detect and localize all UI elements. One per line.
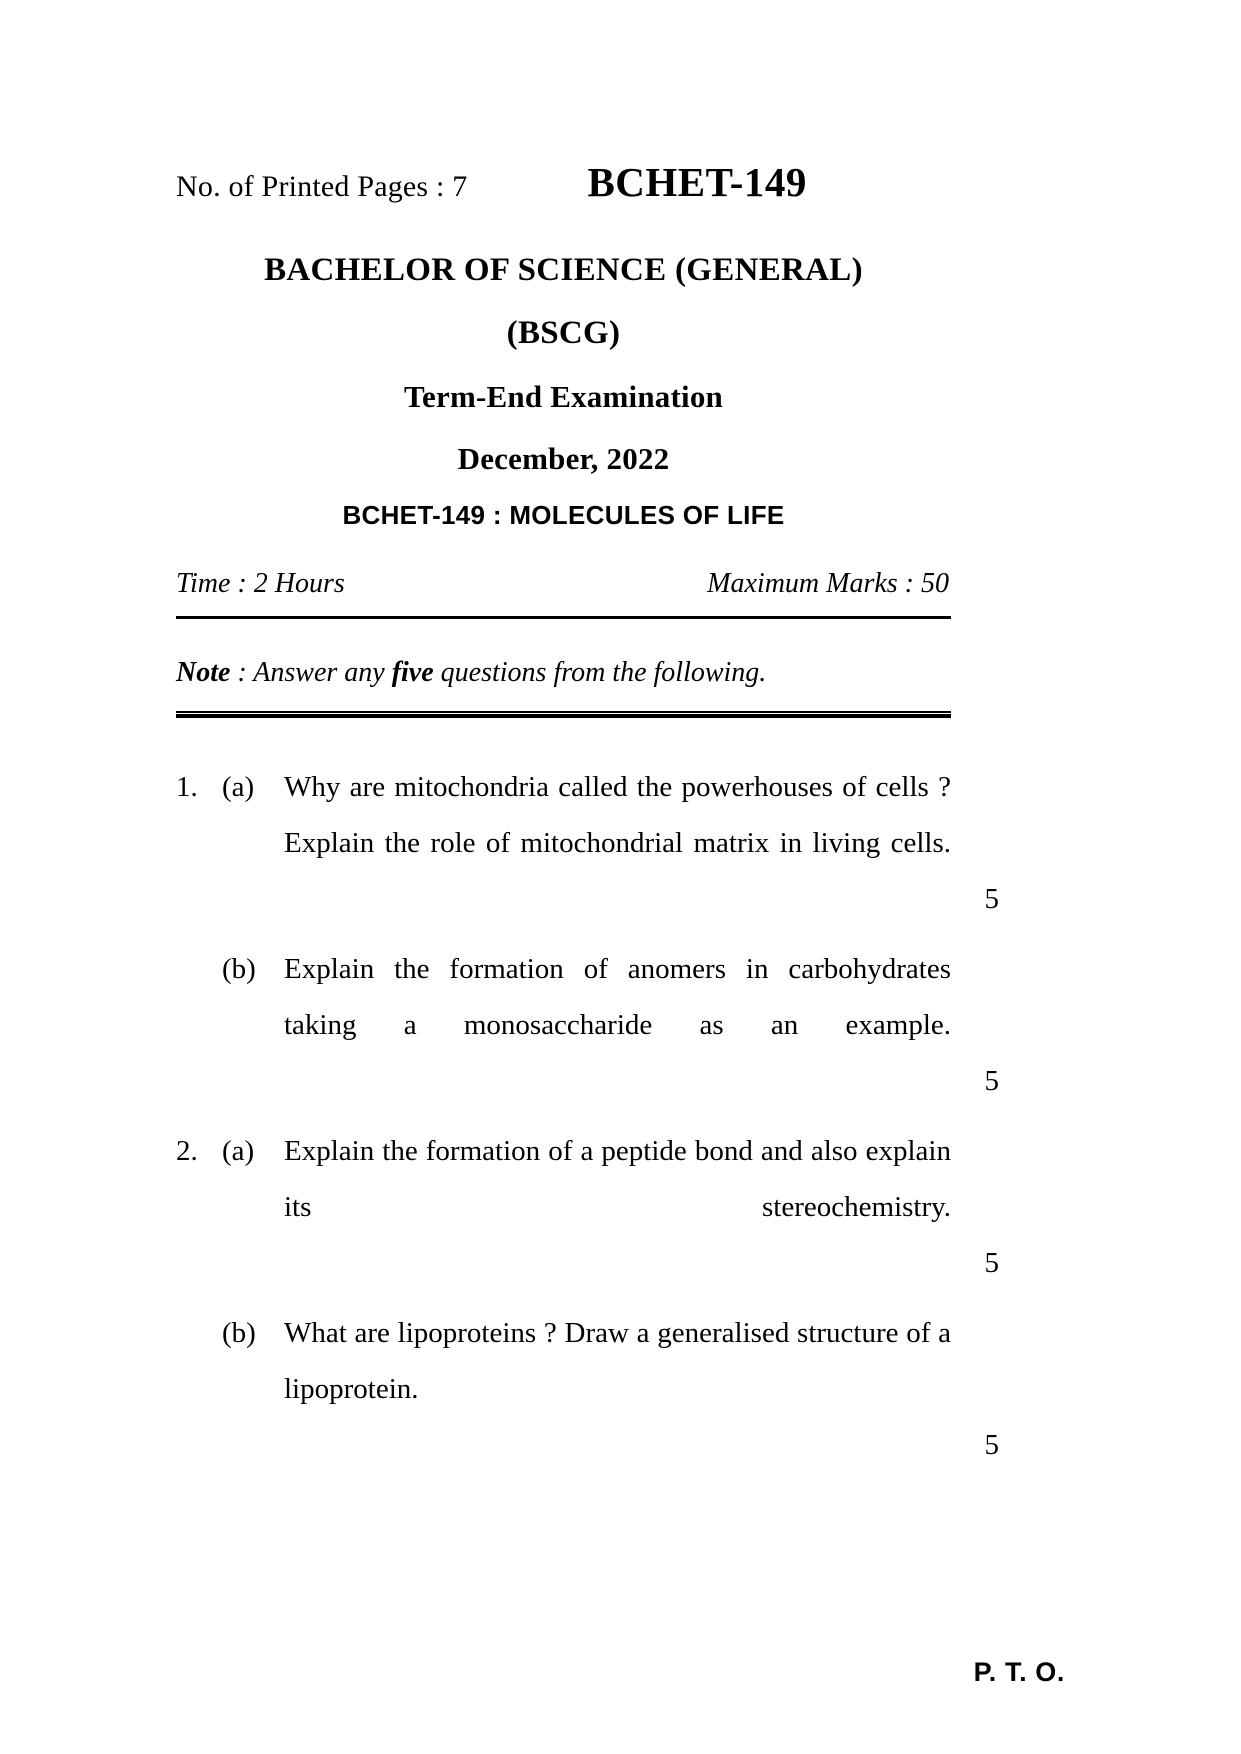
- question-text: Explain the formation of a peptide bond and also explain its stereochemistry.: [284, 1134, 951, 1223]
- course-code-heading: BCHET-149: [587, 159, 807, 205]
- question-marks: 5: [984, 882, 999, 915]
- subject-title: BCHET-149 : MOLECULES OF LIFE: [342, 500, 785, 530]
- question-group: [176, 1124, 999, 1474]
- question-number: 2.: [176, 1134, 198, 1167]
- question-body: [284, 1306, 999, 1474]
- note-text-after: questions from the following.: [433, 657, 767, 688]
- question-part: [176, 942, 999, 1110]
- note-instruction: [176, 657, 951, 689]
- page-turn-over-label: P. T. O.: [973, 1657, 1065, 1687]
- questions-list: [176, 760, 999, 1474]
- question-text: What are lipoproteins ? Draw a generalised structure of a lipoprotein.: [284, 1316, 951, 1405]
- question-number: 1.: [176, 771, 198, 803]
- programme-title: BACHELOR OF SCIENCE (GENERAL): [264, 252, 863, 288]
- question-part-letter: (a): [222, 771, 255, 803]
- examination-date: December, 2022: [457, 441, 670, 476]
- maximum-marks: Maximum Marks : 50: [707, 568, 949, 599]
- question-part-letter: (b): [222, 952, 256, 985]
- divider-rule-double: [176, 711, 951, 718]
- note-separator: :: [230, 657, 254, 688]
- question-part: [176, 1306, 999, 1474]
- question-marks: 5: [984, 1246, 999, 1279]
- question-part: [176, 760, 999, 928]
- page-header: [176, 158, 951, 216]
- exam-meta-row: [176, 568, 951, 600]
- printed-pages-label: No. of Printed Pages : 7: [176, 170, 468, 203]
- question-part-letter: (b): [222, 1316, 256, 1349]
- note-label: Note: [176, 657, 231, 688]
- title-block: [176, 254, 951, 528]
- question-marks: 5: [984, 1064, 999, 1097]
- question-text: Why are mitochondria called the powerhouses of cells ? Explain the role of mitochondrial matrix in living cells.: [284, 771, 951, 859]
- question-text: Explain the formation of anomers in carbohydrates taking a monosaccharide as an example.: [284, 952, 951, 1041]
- question-body: [284, 1124, 999, 1292]
- question-body: [284, 942, 999, 1110]
- note-text-before: Answer any: [253, 657, 392, 688]
- time-allowed: Time : 2 Hours: [176, 568, 345, 599]
- question-marks: 5: [984, 1428, 999, 1461]
- programme-abbreviation: (BSCG): [506, 315, 621, 351]
- question-group: [176, 760, 999, 1110]
- note-emphasis: five: [391, 657, 434, 688]
- question-part: [176, 1124, 999, 1292]
- examination-type: Term-End Examination: [404, 379, 723, 414]
- divider-rule-top: [176, 616, 951, 619]
- question-body: [284, 760, 999, 928]
- question-part-letter: (a): [222, 1134, 255, 1167]
